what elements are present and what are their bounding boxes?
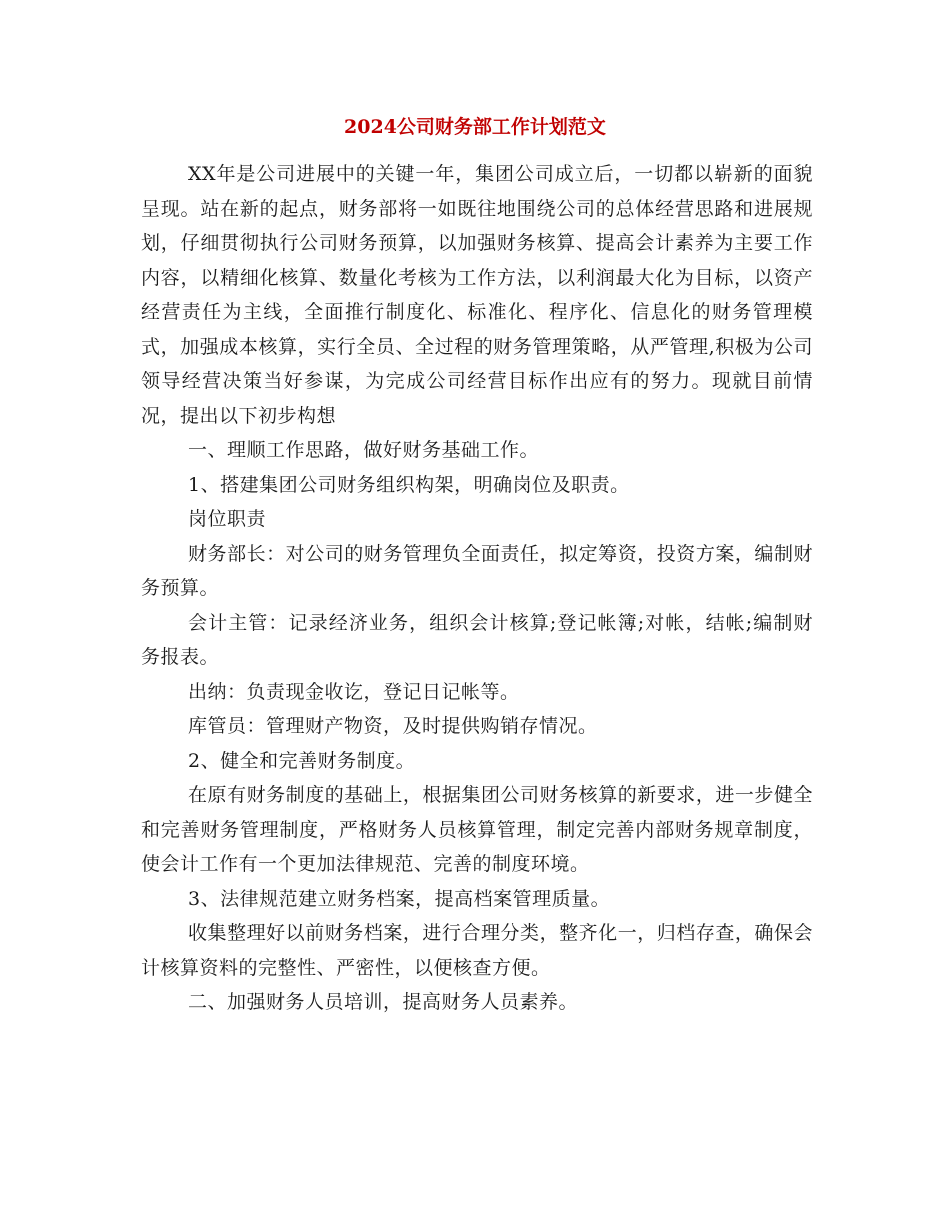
paragraph-intro: XX年是公司进展中的关键一年，集团公司成立后，一切都以崭新的面貌呈现。站在新的起点，财务部将一如既往地围绕公司的总体经营思路和进展规划，仔细贯彻执行公司财务预算，以加强财务核算、提高会计素养为主要工作内容，以精细化核算、数量化考核为工作方法，以利润最大化为目标，以资产经营责任为主线，全面推行制度化、标准化、程序化、信息化的财务管理模式，加强成本核算，实行全员、全过程的财务管理策略，从严管理,积极为公司领导经营决策当好参谋，为完成公司经营目标作出应有的努力。现就目前情况，提出以下初步构想	[141, 163, 813, 427]
item-heading-2: 2、健全和完善财务制度。	[188, 749, 416, 772]
section-heading-2: 二、加强财务人员培训，提高财务人员素养。	[188, 991, 579, 1013]
paragraph-financial-archives: 收集整理好以前财务档案，进行合理分类，整齐化一，归档存查，确保会计核算资料的完整性、严密性，以便核查方便。	[141, 922, 813, 979]
document-body	[141, 157, 813, 1020]
paragraph-cashier: 出纳：负责现金收讫，登记日记帐等。	[188, 680, 520, 703]
paragraph-warehouse-keeper: 库管员：管理财产物资，及时提供购销存情况。	[188, 715, 598, 737]
paragraph-accounting-supervisor: 会计主管：记录经济业务，组织会计核算;登记帐簿;对帐，结帐;编制财务报表。	[141, 611, 813, 668]
document-title: 2024公司财务部工作计划范文	[344, 116, 606, 138]
section-heading-1: 一、理顺工作思路，做好财务基础工作。	[188, 439, 540, 461]
item-heading-1: 1、搭建集团公司财务组织构架，明确岗位及职责。	[188, 473, 630, 496]
paragraph-financial-system: 在原有财务制度的基础上，根据集团公司财务核算的新要求，进一步健全和完善财务管理制度，严格财务人员核算管理，制定完善内部财务规章制度，使会计工作有一个更加法律规范、完善的制度环境。	[141, 784, 813, 875]
item-heading-3: 3、法律规范建立财务档案，提高档案管理质量。	[188, 887, 611, 910]
paragraph-finance-director: 财务部长：对公司的财务管理负全面责任，拟定筹资，投资方案，编制财务预算。	[141, 542, 813, 599]
subheading-job-duties: 岗位职责	[188, 508, 267, 530]
